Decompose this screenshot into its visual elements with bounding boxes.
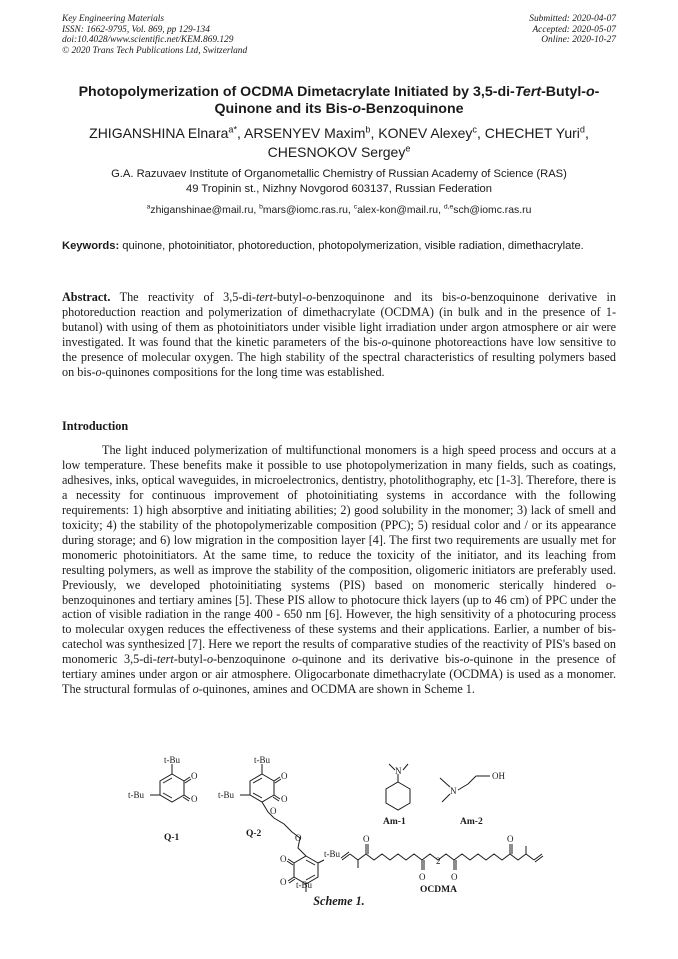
abstract-label: Abstract. <box>62 290 111 304</box>
q1-tbu-top: t-Bu <box>164 755 181 765</box>
q2-structure <box>218 755 341 892</box>
scheme-caption: Scheme 1. <box>313 894 365 908</box>
ocdma-oxygen-3: O <box>451 872 458 882</box>
author-emails: $^a$zhiganshinae@mail.ru, $^b$mars@iomc.ras.ru, $^c$alex-kon@mail.ru, $^{d,e}$sch@iomc.ras.ru <box>146 203 532 216</box>
ocdma-structure <box>341 834 543 895</box>
am2-label: Am-2 <box>460 817 483 827</box>
submitted-date: Submitted: 2020-04-07 <box>529 14 616 24</box>
q2-tbu-left: t-Bu <box>218 790 235 800</box>
q2-oxygen-1: O <box>281 771 288 781</box>
online-date: Online: 2020-10-27 <box>541 35 616 46</box>
q2-tbu-bottom: t-Bu <box>296 880 313 890</box>
q2-tbu-right: t-Bu <box>324 849 341 859</box>
journal-name: Key Engineering Materials <box>62 14 165 24</box>
ocdma-label: OCDMA <box>420 885 457 895</box>
paper-title: Photopolymerization of OCDMA Dimetacrylate Initiated by 3,5-di-Tert-Butyl-o-Quinone and its Bis-o-Benzoquinone <box>78 84 600 117</box>
affiliation-address: 49 Tropinin st., Nizhny Novgorod 603137, Russian Federation <box>186 182 492 195</box>
chemical-structures-figure <box>62 752 616 912</box>
am1-nitrogen: N <box>395 766 402 776</box>
am2-structure <box>440 771 505 827</box>
q1-oxygen-1: O <box>191 771 198 781</box>
affiliation <box>62 167 616 196</box>
q2-oxygen-2: O <box>281 794 288 804</box>
am2-nitrogen: N <box>450 786 457 796</box>
q2-ether-oxygen-2: O <box>295 833 302 843</box>
publication-dates <box>529 14 616 46</box>
affiliation-institute: G.A. Razuvaev Institute of Organometallic Chemistry of Russian Academy of Science (RAS) <box>111 168 567 180</box>
q2-ether-oxygen-1: O <box>270 806 277 816</box>
abstract: Abstract. The reactivity of 3,5-di-tert-butyl-o-benzoquinone and its bis-o-benzoquinone derivative in photoreduction reaction and polymerization of dimethacrylate (OCDMA) (in bulk and in the presence of 1-butanol) with using of them as photoinitiators under visible light irradiation under argon atmosphere or air were investigated. It was found that the kinetic parameters of the bis-o-quinone photoreactions have low sensitive to the presence of molecular oxygen. The high stability of the spectral characteristics of resulting polymers based on bis-o-quinones compositions for the long time was established. <box>62 290 616 379</box>
q1-oxygen-2: O <box>191 794 198 804</box>
q1-label: Q-1 <box>164 833 180 843</box>
ocdma-oxygen-1: O <box>363 834 370 844</box>
ocdma-repeat-subscript: 2 <box>436 856 441 866</box>
accepted-date: Accepted: 2020-05-07 <box>532 24 616 35</box>
issn: ISSN: 1662-9795, Vol. 869, pp 129-134 <box>62 24 210 35</box>
copyright: © 2020 Trans Tech Publications Ltd, Switzerland <box>62 45 248 56</box>
introduction-paragraph: The light induced polymerization of multifunctional monomers is a high speed process and occurs at a low temperature. These benefits make it possible to use photopolymerization in many fields, such as coatings, adhesives, inks, optical waveguides, in microelectronics, dentistry, photolithography, etc [1-3]. Therefore, there is a necessity for continuous improvement of photoinitiating systems in accordance with the following requirements: 1) high absorptive and initiating abilities; 2) good solubility in the monomer; 3) lack of smell and toxicity; 4) the stability of the photopolymerizable composition (PPC); 5) residual color and / or its appearance during storage; and 6) low migration in the composition layer [4]. The first two requirements are usually met for monomeric photoinitiators. At the same time, to reduce the toxicity of the initiator, and its leaching from resulting polymers, as well as improve the stability of the composition, oligomeric initiators are preferably used. Previously, we developed photoinitiating systems (PIS) based on monomeric sterically hindered o-benzoquinones and tertiary amines [5]. These PIS allow to photocure thick layers (up to 46 cm) of PPC under the action of visible radiation in the range 400 - 650 nm [6]. However, the high sensitivity of a photocuring process to molecular oxygen reduces the effectiveness of these systems and their applications. Earlier, a number of bis-catechol was synthesized [7]. Here we report the results of comparative studies of the reactivity of PIS's based on monomeric 3,5-di-tert-butyl-o-benzoquinone o-quinone and its derivative bis-o-quinone in the presence of tertiary amines under argon or air atmosphere. Oligocarbonate dimethacrylate (OCDMA) is used as a monomer. The structural formulas of o-quinones, amines and OCDMA are shown in Scheme 1. <box>62 443 616 697</box>
am2-hydroxyl: OH <box>492 771 505 781</box>
author-list: ZHIGANSHINA Elnara$^{a*}$, ARSENYEV Maxim$^b$, KONEV Alexey$^c$, CHECHET Yuri$^d$, CHESNOKOV Sergey$^e$ <box>89 124 589 160</box>
doi: doi:10.4028/www.scientific.net/KEM.869.129 <box>62 35 234 46</box>
q2-oxygen-3: O <box>280 854 287 864</box>
am1-label: Am-1 <box>383 817 406 827</box>
scheme-1-structures <box>62 752 616 912</box>
ocdma-oxygen-2: O <box>419 872 426 882</box>
q2-label: Q-2 <box>246 829 262 839</box>
q1-structure <box>128 755 198 843</box>
q2-oxygen-4: O <box>280 877 287 887</box>
q1-tbu-left: t-Bu <box>128 790 145 800</box>
keywords-label: Keywords: <box>62 240 120 252</box>
journal-info <box>62 14 247 56</box>
am1-structure <box>383 764 410 827</box>
section-heading: Introduction <box>62 419 129 433</box>
ocdma-oxygen-4: O <box>507 834 514 844</box>
keywords: Keywords: quinone, photoinitiator, photoreduction, photopolymerization, visible radiation, dimethacrylate. <box>62 240 584 252</box>
q2-tbu-top: t-Bu <box>254 755 271 765</box>
